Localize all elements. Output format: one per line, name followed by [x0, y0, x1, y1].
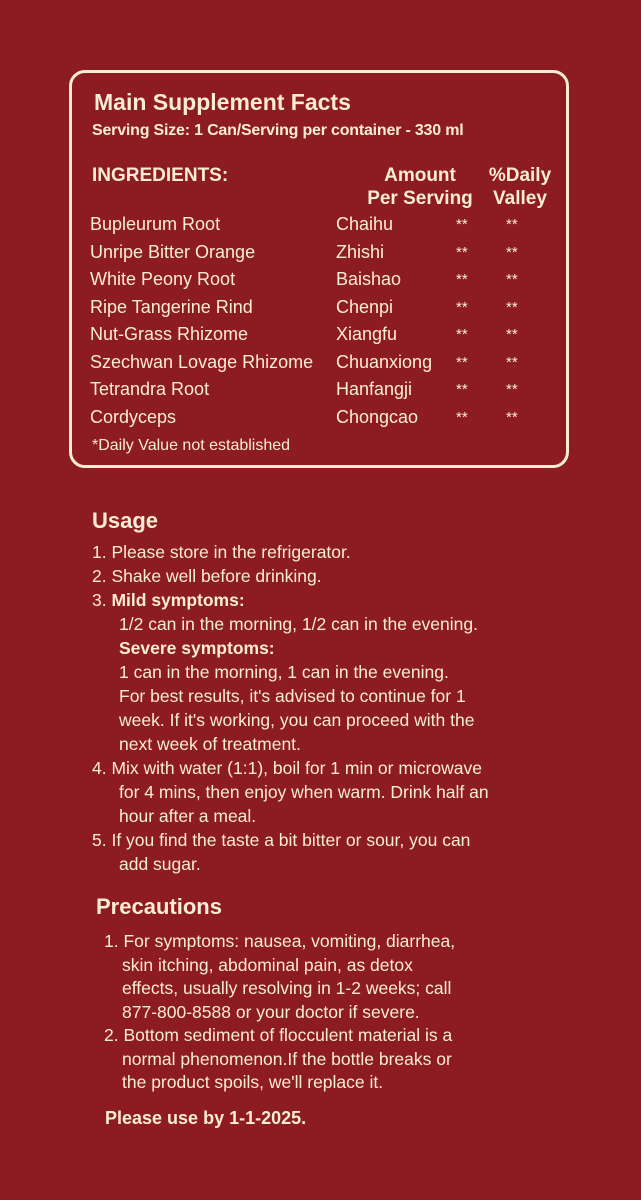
precautions-list — [104, 930, 584, 1095]
usage-step-4-cont: hour after a meal. — [119, 806, 257, 826]
mild-dosage: 1/2 can in the morning, 1/2 can in the evening. — [119, 614, 478, 634]
ingredient-name: Tetrandra Root — [90, 379, 210, 399]
precaution-1-cont: 877-800-8588 or your doctor if severe. — [122, 1001, 420, 1022]
dv-header-line2: Valley — [493, 188, 547, 209]
ingredient-chinese-name: Chuanxiong — [336, 351, 433, 372]
dv-header-line1: %Daily — [488, 165, 552, 186]
best-results-line: week. If it's working, you can proceed with the — [119, 710, 475, 730]
ingredient-amount: ** — [456, 216, 468, 233]
precaution-2-cont: normal phenomenon.If the bottle breaks or — [122, 1048, 452, 1069]
ingredient-chinese-name: Chongcao — [336, 406, 419, 427]
ingredient-amount: ** — [456, 326, 468, 343]
step-number: 3. — [92, 590, 112, 610]
best-results-line: next week of treatment. — [119, 734, 301, 754]
supplement-facts-panel — [69, 70, 569, 468]
ingredient-daily-value: ** — [506, 353, 518, 371]
daily-value-header — [478, 164, 562, 210]
ingredient-chinese-name: Xiangfu — [336, 324, 398, 344]
mild-symptoms-label: Mild symptoms: — [111, 590, 245, 610]
amount-header-line1: Amount — [384, 165, 456, 186]
usage-step-4: 4. Mix with water (1:1), boil for 1 min or microwave — [92, 758, 482, 778]
precaution-2: 2. Bottom sediment of flocculent material is a — [104, 1025, 453, 1045]
ingredient-daily-value: ** — [506, 326, 518, 343]
ingredient-name: Unripe Bitter Orange — [90, 241, 256, 262]
precaution-1: 1. For symptoms: nausea, vomiting, diarrhea, — [104, 931, 456, 951]
usage-step-3 — [92, 588, 612, 612]
usage-step-4-cont: for 4 mins, then enjoy when warm. Drink half an — [119, 782, 489, 802]
ingredient-name: Nut-Grass Rhizome — [90, 324, 249, 344]
ingredient-amount: ** — [456, 298, 468, 316]
ingredient-name: Szechwan Lovage Rhizome — [90, 351, 314, 372]
ingredient-daily-value: ** — [506, 298, 518, 316]
precautions-heading: Precautions — [96, 894, 222, 919]
daily-value-footnote: *Daily Value not established — [92, 437, 291, 454]
ingredient-daily-value: ** — [506, 408, 518, 426]
ingredient-name: Bupleurum Root — [90, 214, 221, 234]
severe-symptoms-label: Severe symptoms: — [119, 638, 275, 658]
ingredient-amount: ** — [456, 381, 468, 398]
ingredient-daily-value: ** — [506, 271, 518, 288]
usage-step-5-cont: add sugar. — [119, 854, 201, 874]
ingredient-amount: ** — [456, 408, 468, 426]
precaution-2-cont: the product spoils, we'll replace it. — [122, 1072, 384, 1092]
best-results-line: For best results, it's advised to continue for 1 — [119, 686, 466, 706]
ingredients-header: INGREDIENTS: — [92, 165, 229, 186]
usage-heading: Usage — [92, 508, 159, 533]
usage-step-5: 5. If you find the taste a bit bitter or sour, you can — [92, 830, 471, 850]
ingredient-name: White Peony Root — [90, 269, 236, 289]
ingredient-amount: ** — [456, 243, 468, 261]
amount-header-line2: Per Serving — [367, 188, 473, 209]
ingredient-chinese-name: Zhishi — [336, 241, 385, 262]
use-by-date: Please use by 1-1-2025. — [105, 1108, 307, 1128]
ingredient-chinese-name: Chenpi — [336, 296, 394, 317]
usage-instructions — [92, 540, 612, 876]
ingredient-amount: ** — [456, 353, 468, 371]
severe-dosage: 1 can in the morning, 1 can in the evening. — [119, 662, 449, 682]
ingredient-daily-value: ** — [506, 216, 518, 233]
ingredient-chinese-name: Hanfangji — [336, 379, 413, 399]
ingredient-name: Ripe Tangerine Rind — [90, 296, 253, 317]
ingredient-chinese-name: Baishao — [336, 269, 402, 289]
precaution-1-cont: effects, usually resolving in 1-2 weeks; call — [122, 978, 452, 998]
facts-title: Main Supplement Facts — [94, 89, 351, 115]
amount-header — [360, 164, 480, 210]
usage-step-2: 2. Shake well before drinking. — [92, 566, 322, 586]
ingredient-daily-value: ** — [506, 381, 518, 398]
ingredient-amount: ** — [456, 271, 468, 288]
ingredient-name: Cordyceps — [90, 406, 177, 427]
ingredient-daily-value: ** — [506, 243, 518, 261]
precaution-1-cont: skin itching, abdominal pain, as detox — [122, 954, 413, 975]
ingredient-chinese-name: Chaihu — [336, 214, 394, 234]
serving-size: Serving Size: 1 Can/Serving per container - 330 ml — [92, 122, 464, 139]
usage-step-1: 1. Please store in the refrigerator. — [92, 542, 351, 562]
